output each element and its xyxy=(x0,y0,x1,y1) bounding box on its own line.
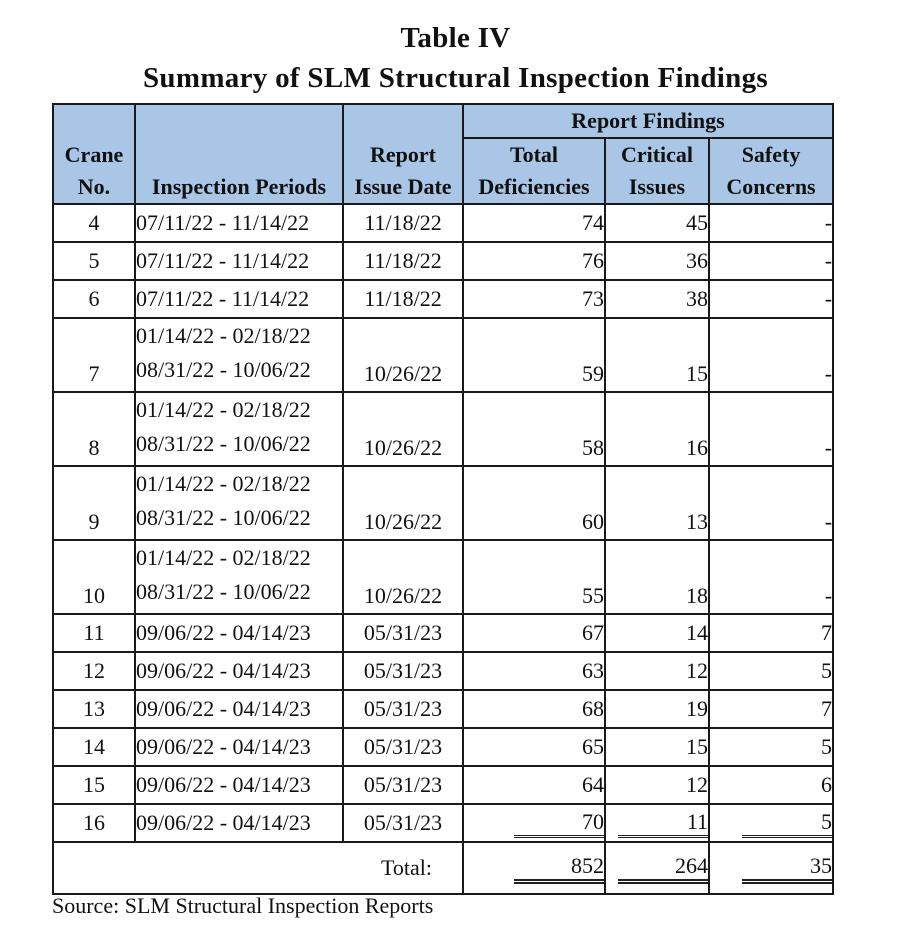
cell-critical-issues: 12 xyxy=(605,766,709,804)
header-crane-no: Crane No. xyxy=(53,104,135,204)
cell-report-date: 05/31/23 xyxy=(343,690,463,728)
cell-crane: 13 xyxy=(53,690,135,728)
cell-safety-concerns: - xyxy=(709,242,833,280)
cell-inspection-periods: 01/14/22 - 02/18/22 08/31/22 - 10/06/22 xyxy=(135,540,343,614)
cell-critical-issues: 19 xyxy=(605,690,709,728)
header-inspection-periods: Inspection Periods xyxy=(135,104,343,204)
cell-total-deficiencies: 67 xyxy=(463,614,605,652)
header-total-deficiencies: Total Deficiencies xyxy=(463,138,605,204)
cell-crane: 5 xyxy=(53,242,135,280)
cell-report-date: 05/31/23 xyxy=(343,766,463,804)
cell-total-deficiencies: 68 xyxy=(463,690,605,728)
cell-critical-issues: 13 xyxy=(605,466,709,540)
table-row xyxy=(53,280,833,318)
totals-safety: 35 xyxy=(709,842,833,894)
table-row xyxy=(53,728,833,766)
cell-inspection-periods: 09/06/22 - 04/14/23 xyxy=(135,652,343,690)
cell-inspection-periods: 01/14/22 - 02/18/22 08/31/22 - 10/06/22 xyxy=(135,466,343,540)
totals-total: 852 xyxy=(463,842,605,894)
cell-total-deficiencies: 73 xyxy=(463,280,605,318)
cell-critical-issues: 11 xyxy=(605,804,709,842)
cell-critical-issues: 15 xyxy=(605,318,709,392)
findings-table xyxy=(52,103,834,895)
cell-safety-concerns: - xyxy=(709,392,833,466)
cell-critical-issues: 14 xyxy=(605,614,709,652)
cell-critical-issues: 15 xyxy=(605,728,709,766)
table-row xyxy=(53,614,833,652)
cell-critical-issues: 38 xyxy=(605,280,709,318)
cell-safety-concerns: 5 xyxy=(709,652,833,690)
cell-inspection-periods: 09/06/22 - 04/14/23 xyxy=(135,614,343,652)
cell-total-deficiencies: 65 xyxy=(463,728,605,766)
cell-total-deficiencies: 63 xyxy=(463,652,605,690)
cell-inspection-periods: 07/11/22 - 11/14/22 xyxy=(135,242,343,280)
table-row xyxy=(53,690,833,728)
cell-safety-concerns: 5 xyxy=(709,728,833,766)
cell-total-deficiencies: 59 xyxy=(463,318,605,392)
cell-safety-concerns: 5 xyxy=(709,804,833,842)
table-subtitle: Summary of SLM Structural Inspection Findings xyxy=(143,62,768,94)
table-row xyxy=(53,466,833,540)
cell-critical-issues: 36 xyxy=(605,242,709,280)
cell-inspection-periods: 01/14/22 - 02/18/22 08/31/22 - 10/06/22 xyxy=(135,318,343,392)
cell-crane: 6 xyxy=(53,280,135,318)
cell-safety-concerns: - xyxy=(709,466,833,540)
cell-report-date: 05/31/23 xyxy=(343,614,463,652)
cell-safety-concerns: - xyxy=(709,540,833,614)
header-critical-issues: Critical Issues xyxy=(605,138,709,204)
cell-inspection-periods: 09/06/22 - 04/14/23 xyxy=(135,766,343,804)
totals-label: Total: xyxy=(53,842,463,894)
cell-critical-issues: 18 xyxy=(605,540,709,614)
cell-report-date: 10/26/22 xyxy=(343,318,463,392)
table-title: Table IV xyxy=(400,22,511,54)
cell-inspection-periods: 07/11/22 - 11/14/22 xyxy=(135,280,343,318)
cell-crane: 15 xyxy=(53,766,135,804)
source-note: Source: SLM Structural Inspection Reports xyxy=(52,893,434,918)
cell-safety-concerns: 6 xyxy=(709,766,833,804)
totals-critical: 264 xyxy=(605,842,709,894)
cell-report-date: 11/18/22 xyxy=(343,204,463,242)
table-row xyxy=(53,652,833,690)
table-row xyxy=(53,392,833,466)
cell-inspection-periods: 09/06/22 - 04/14/23 xyxy=(135,690,343,728)
cell-total-deficiencies: 64 xyxy=(463,766,605,804)
cell-critical-issues: 45 xyxy=(605,204,709,242)
cell-inspection-periods: 09/06/22 - 04/14/23 xyxy=(135,728,343,766)
cell-crane: 7 xyxy=(53,318,135,392)
table-row xyxy=(53,540,833,614)
header-report-issue-date: Report Issue Date xyxy=(343,104,463,204)
table-row xyxy=(53,804,833,842)
cell-crane: 8 xyxy=(53,392,135,466)
cell-report-date: 10/26/22 xyxy=(343,540,463,614)
cell-crane: 10 xyxy=(53,540,135,614)
table-row xyxy=(53,242,833,280)
cell-total-deficiencies: 70 xyxy=(463,804,605,842)
totals-row xyxy=(53,842,833,894)
header-report-findings: Report Findings xyxy=(463,104,833,138)
cell-report-date: 05/31/23 xyxy=(343,804,463,842)
cell-total-deficiencies: 76 xyxy=(463,242,605,280)
cell-report-date: 10/26/22 xyxy=(343,466,463,540)
cell-inspection-periods: 07/11/22 - 11/14/22 xyxy=(135,204,343,242)
cell-total-deficiencies: 58 xyxy=(463,392,605,466)
cell-crane: 11 xyxy=(53,614,135,652)
cell-safety-concerns: - xyxy=(709,280,833,318)
table-row xyxy=(53,318,833,392)
cell-safety-concerns: - xyxy=(709,318,833,392)
cell-crane: 14 xyxy=(53,728,135,766)
cell-critical-issues: 12 xyxy=(605,652,709,690)
cell-safety-concerns: 7 xyxy=(709,690,833,728)
cell-report-date: 10/26/22 xyxy=(343,392,463,466)
header-safety-concerns: Safety Concerns xyxy=(709,138,833,204)
cell-crane: 4 xyxy=(53,204,135,242)
cell-inspection-periods: 01/14/22 - 02/18/22 08/31/22 - 10/06/22 xyxy=(135,392,343,466)
cell-report-date: 05/31/23 xyxy=(343,652,463,690)
cell-report-date: 05/31/23 xyxy=(343,728,463,766)
cell-crane: 9 xyxy=(53,466,135,540)
table-row xyxy=(53,766,833,804)
cell-total-deficiencies: 55 xyxy=(463,540,605,614)
cell-critical-issues: 16 xyxy=(605,392,709,466)
cell-total-deficiencies: 74 xyxy=(463,204,605,242)
cell-crane: 12 xyxy=(53,652,135,690)
cell-crane: 16 xyxy=(53,804,135,842)
cell-report-date: 11/18/22 xyxy=(343,280,463,318)
table-body xyxy=(53,204,833,842)
cell-total-deficiencies: 60 xyxy=(463,466,605,540)
cell-safety-concerns: 7 xyxy=(709,614,833,652)
table-row xyxy=(53,204,833,242)
cell-report-date: 11/18/22 xyxy=(343,242,463,280)
cell-safety-concerns: - xyxy=(709,204,833,242)
cell-inspection-periods: 09/06/22 - 04/14/23 xyxy=(135,804,343,842)
